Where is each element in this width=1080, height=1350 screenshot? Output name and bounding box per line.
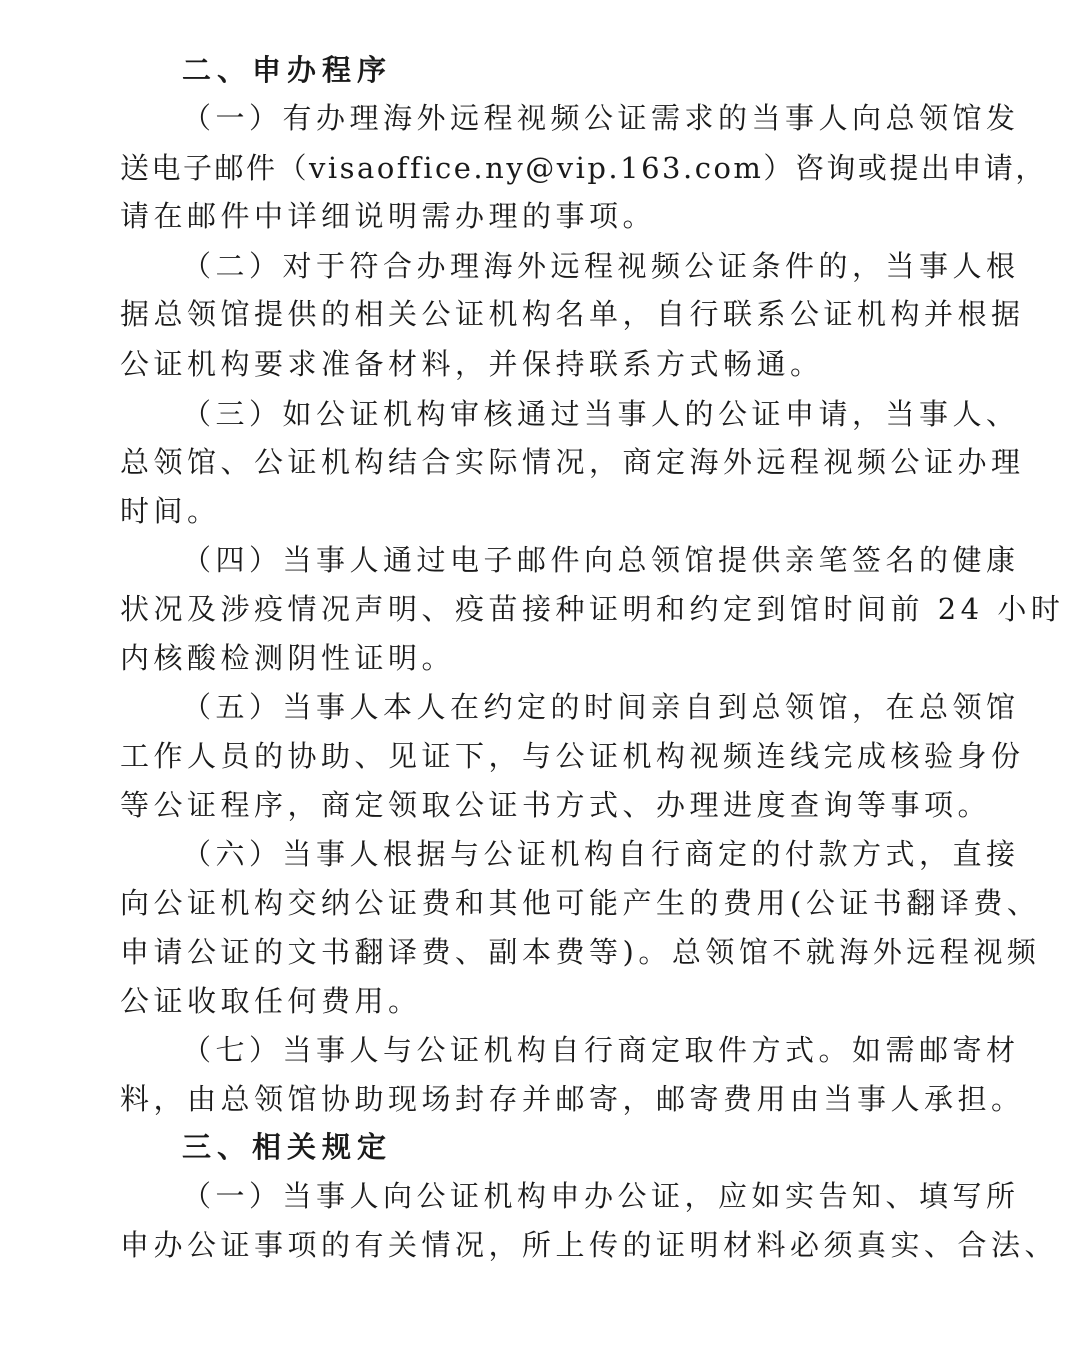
section-heading-regulations: 三、相关规定	[182, 1130, 393, 1164]
paragraph-line: （一）当事人向公证机构申办公证，应如实告知、填写所	[182, 1179, 1020, 1213]
paragraph-line: 内核酸检测阴性证明。	[120, 641, 456, 675]
paragraph-line: （六）当事人根据与公证机构自行商定的付款方式，直接	[182, 837, 1020, 871]
paragraph-line: 料，由总领馆协助现场封存并邮寄，邮寄费用由当事人承担。	[120, 1082, 1025, 1116]
paragraph-line: （四）当事人通过电子邮件向总领馆提供亲笔签名的健康	[182, 543, 1020, 577]
paragraph-line: 申办公证事项的有关情况，所上传的证明材料必须真实、合法、	[120, 1228, 1059, 1262]
paragraph-line: 送电子邮件（visaoffice.ny@vip.163.com）咨询或提出申请，	[120, 151, 1047, 185]
paragraph-line: （二）对于符合办理海外远程视频公证条件的，当事人根	[182, 249, 1020, 283]
paragraph-line: 向公证机构交纳公证费和其他可能产生的费用(公证书翻译费、	[120, 886, 1041, 920]
paragraph-line: 工作人员的协助、见证下，与公证机构视频连线完成核验身份	[120, 739, 1025, 773]
paragraph-line: 请在邮件中详细说明需办理的事项。	[120, 199, 657, 233]
paragraph-line: 状况及涉疫情况声明、疫苗接种证明和约定到馆时间前 24 小时	[120, 592, 1065, 626]
paragraph-line: 据总领馆提供的相关公证机构名单，自行联系公证机构并根据	[120, 297, 1025, 331]
paragraph-line: 公证机构要求准备材料，并保持联系方式畅通。	[120, 347, 824, 381]
section-heading-procedure: 二、申办程序	[182, 53, 393, 87]
paragraph-line: 等公证程序，商定领取公证书方式、办理进度查询等事项。	[120, 788, 992, 822]
paragraph-line: （三）如公证机构审核通过当事人的公证申请，当事人、	[182, 397, 1020, 431]
paragraph-line: （五）当事人本人在约定的时间亲自到总领馆，在总领馆	[182, 690, 1020, 724]
paragraph-line: 申请公证的文书翻译费、副本费等)。总领馆不就海外远程视频	[120, 935, 1041, 969]
paragraph-line: （一）有办理海外远程视频公证需求的当事人向总领馆发	[182, 101, 1020, 135]
paragraph-line: 总领馆、公证机构结合实际情况，商定海外远程视频公证办理	[120, 445, 1025, 479]
paragraph-line: （七）当事人与公证机构自行商定取件方式。如需邮寄材	[182, 1033, 1020, 1067]
paragraph-line: 公证收取任何费用。	[120, 984, 422, 1018]
paragraph-line: 时间。	[120, 494, 221, 528]
